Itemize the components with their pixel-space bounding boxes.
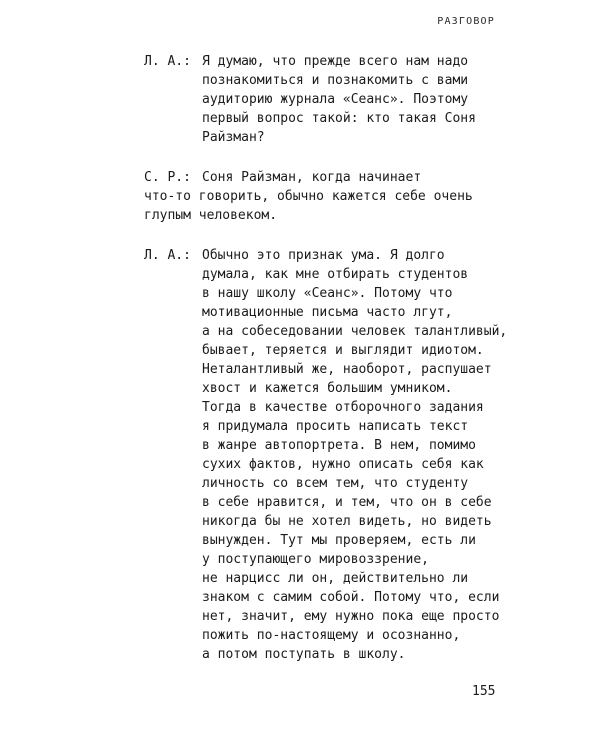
text-line: а потом поступать в школу. (202, 647, 406, 662)
text-line: Обычно это признак ума. Я долго (202, 248, 445, 263)
text-line: а на собеседовании человек талантливый, (202, 324, 508, 339)
speaker-label: Л. А.: (144, 248, 191, 263)
text-line: сухих фактов, нужно описать себя как (202, 457, 484, 472)
speaker-label: С. Р.: (144, 170, 191, 185)
running-head: РАЗГОВОР (437, 16, 495, 27)
text-line: Тогда в качестве отборочного задания (202, 400, 484, 415)
text-line: бывает, теряется и выглядит идиотом. (202, 343, 484, 358)
text-line: Райзман? (202, 130, 265, 145)
text-line: глупым человеком. (144, 208, 278, 223)
text-line: нет, значит, ему нужно пока еще просто (202, 609, 500, 624)
text-line: первый вопрос такой: кто такая Соня (202, 111, 476, 126)
text-line: думала, как мне отбирать студентов (202, 267, 469, 282)
page-number: 155 (472, 684, 496, 699)
text-line: пожить по-настоящему и осознанно, (202, 628, 461, 643)
text-line: Неталантливый же, наоборот, распушает (202, 362, 492, 377)
dialogue-body (144, 52, 544, 664)
text-line: личность со всем тем, что студенту (202, 476, 469, 491)
speech-lines (144, 246, 544, 664)
text-line: в нашу школу «Сеанс». Потому что (202, 286, 453, 301)
text-line: знаком с самим собой. Потому что, если (202, 590, 500, 605)
dialogue-turn (144, 246, 544, 664)
text-line: хвост и кажется большим умником. (202, 381, 453, 396)
dialogue-turn (144, 168, 544, 225)
speech-lines (144, 52, 544, 147)
text-line: в себе нравится, и тем, что он в себе (202, 495, 492, 510)
text-line: что-то говорить, обычно кажется себе очень (144, 189, 473, 204)
text-line: мотивационные письма часто лгут, (202, 305, 453, 320)
text-line: у поступающего мировоззрение, (202, 552, 429, 567)
text-line: познакомиться и познакомить с вами (202, 73, 469, 88)
text-line: аудиторию журнала «Сеанс». Поэтому (202, 92, 469, 107)
text-line: Соня Райзман, когда начинает (202, 170, 422, 185)
text-line: я придумала просить написать текст (202, 419, 469, 434)
text-line: Я думаю, что прежде всего нам надо (202, 54, 469, 69)
text-line: в жанре автопортрета. В нем, помимо (202, 438, 476, 453)
text-line: не нарцисс ли он, действительно ли (202, 571, 469, 586)
text-line: вынужден. Тут мы проверяем, есть ли (202, 533, 476, 548)
dialogue-turn (144, 52, 544, 147)
speaker-label: Л. А.: (144, 54, 191, 69)
speech-lines (144, 168, 544, 225)
text-line: никогда бы не хотел видеть, но видеть (202, 514, 492, 529)
